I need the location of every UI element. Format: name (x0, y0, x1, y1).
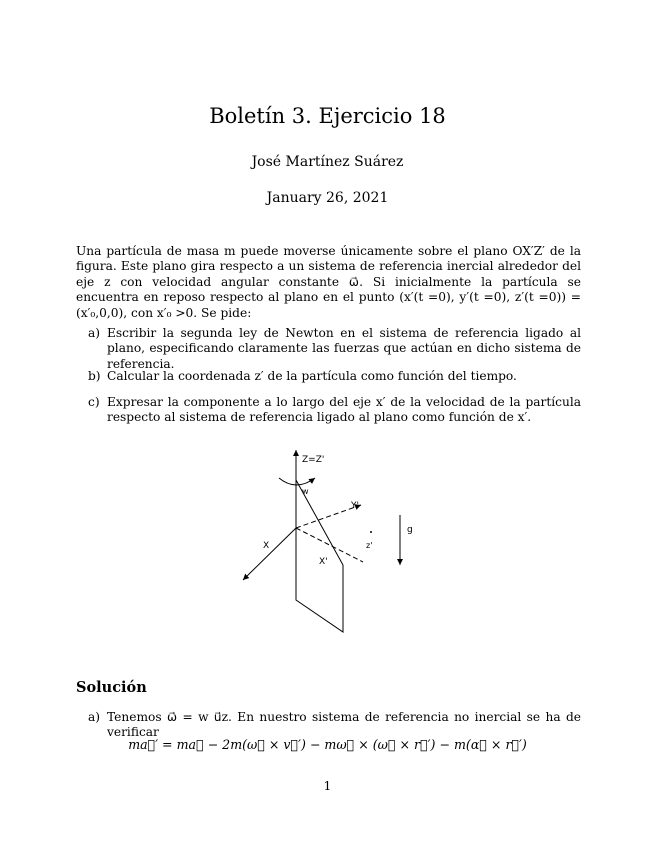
item-text: Calcular la coordenada z′ de la partícula como función del tiempo. (107, 369, 517, 383)
date: January 26, 2021 (266, 190, 389, 206)
page-title: Boletín 3. Ejercicio 18 (209, 104, 446, 128)
equation: ma⃗′ = ma⃗ − 2m(ω⃗ × v⃗′) − mω⃗ × (ω⃗ × r⃗′) − m(α⃗ × r⃗′) (128, 737, 527, 752)
x-axis-label: X (263, 541, 270, 551)
list-item (88, 326, 581, 372)
item-text: Expresar la componente a lo largo del eje x′ de la velocidad de la partícula respecto al sistema de referencia ligado al plano como función de x′. (107, 395, 581, 425)
item-label: b) (88, 369, 101, 383)
page-number: 1 (323, 778, 332, 793)
x-prime-axis-line (296, 528, 363, 562)
author: José Martínez Suárez (251, 154, 404, 170)
particle-dot (370, 531, 372, 533)
item-label: a) (88, 710, 101, 724)
item-text: Tenemos ω⃗ = w u⃗z. En nuestro sistema de referencia no inercial se ha de verificar (107, 710, 581, 740)
x-prime-label: X' (319, 557, 328, 567)
z-prime-label: z' (366, 541, 373, 550)
z-axis-label: Z=Z' (302, 455, 325, 465)
rotating-plane-figure (235, 440, 435, 640)
item-text: Escribir la segunda ley de Newton en el sistema de referencia ligado al plano, especificando claramente las fuerzas que actúan en dicho sistema de referencia. (107, 326, 581, 371)
y-prime-label: Y' (351, 501, 359, 511)
item-label: c) (88, 395, 100, 409)
item-label: a) (88, 326, 101, 340)
list-item (88, 369, 581, 384)
rotating-plane (296, 480, 343, 632)
gravity-label: g (407, 525, 413, 535)
omega-label: w (302, 487, 309, 496)
list-item (88, 395, 581, 426)
solution-heading: Solución (76, 679, 147, 696)
x-axis-line (243, 528, 296, 580)
problem-statement: Una partícula de masa m puede moverse únicamente sobre el plano OX′Z′ de la figura. Este plano gira respecto a un sistema de referencia inercial alrededor del eje z con velocidad angular constante ω⃗. Si inicialmente la partícula se encuentra en reposo respecto al plano en el punto (x′(t =0), y′(t =0), z′(t =0)) = (x′₀,0,0), con x′₀ >0. Se pide: (76, 244, 581, 320)
